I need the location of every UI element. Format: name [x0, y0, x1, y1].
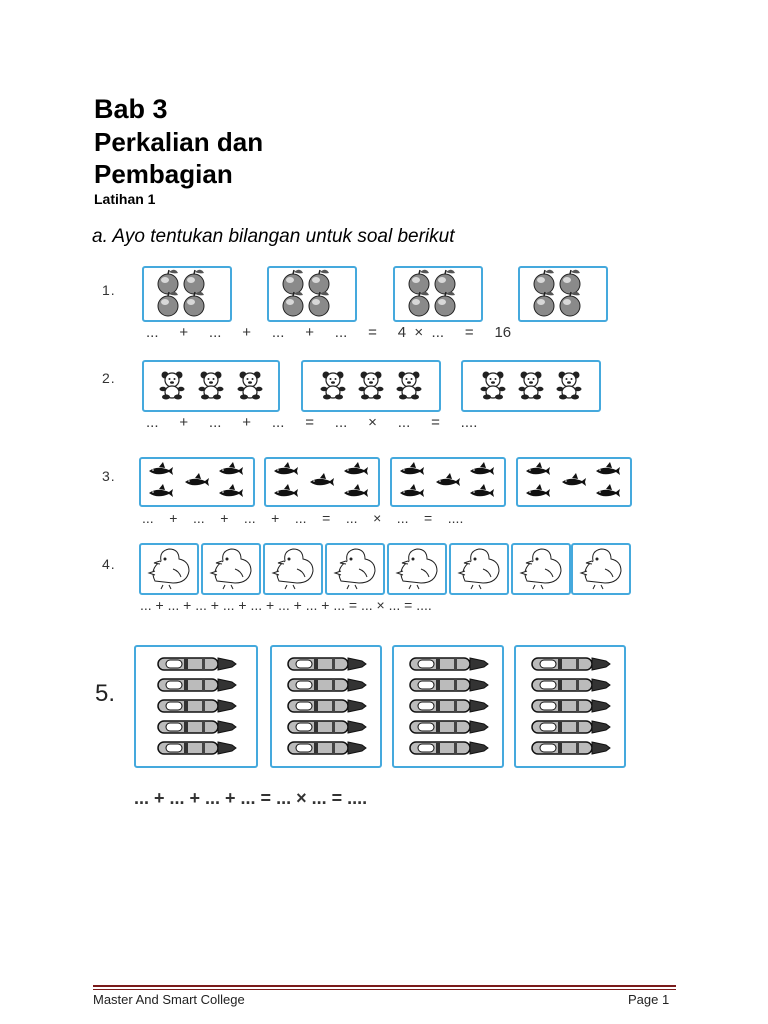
chapter-title-line-2: Pembagian — [94, 159, 233, 189]
problem-2-number: 2. — [102, 370, 116, 386]
teddy-bear-icon — [303, 362, 439, 410]
chick-box — [511, 543, 571, 595]
pen-group-box — [270, 645, 382, 768]
fish-icon — [266, 459, 378, 505]
fish-group-box — [516, 457, 632, 507]
chick-icon — [327, 545, 383, 593]
problem-3-equation: ... + ... + ... + ... = ... × ... = .... — [142, 510, 464, 526]
problem-4-equation: ... + ... + ... + ... + ... + ... + ... + ... = ... × ... = .... — [140, 597, 432, 613]
chick-icon — [389, 545, 445, 593]
teddy-group-box — [301, 360, 441, 412]
fish-icon — [141, 459, 253, 505]
pen-group-box — [134, 645, 258, 768]
chick-box — [571, 543, 631, 595]
apple-group-box — [393, 266, 483, 322]
fish-group-box — [390, 457, 506, 507]
chick-icon — [265, 545, 321, 593]
chapter-heading: Bab 3 — [94, 94, 168, 124]
problem-1-equation: ... + ... + ... + ... = 4 × ... = 16 — [146, 324, 512, 341]
chick-box — [263, 543, 323, 595]
teddy-group-box — [461, 360, 601, 412]
pen-group-box — [392, 645, 504, 768]
marker-pen-icon — [516, 647, 624, 766]
chick-box — [387, 543, 447, 595]
problem-5-equation: ... + ... + ... + ... = ... × ... = .... — [134, 788, 368, 808]
fish-icon — [518, 459, 630, 505]
chick-icon — [141, 545, 197, 593]
chick-box — [449, 543, 509, 595]
footer-school-name: Master And Smart College — [93, 992, 245, 1007]
apple-icon — [520, 268, 606, 320]
chick-icon — [513, 545, 569, 593]
marker-pen-icon — [394, 647, 502, 766]
problem-2-equation: ... + ... + ... = ... × ... = .... — [146, 414, 478, 431]
apple-icon — [395, 268, 481, 320]
problem-4-number: 4. — [102, 556, 116, 572]
problem-3-number: 3. — [102, 468, 116, 484]
apple-group-box — [142, 266, 232, 322]
chick-icon — [573, 545, 629, 593]
chick-icon — [203, 545, 259, 593]
chick-box — [201, 543, 261, 595]
fish-group-box — [139, 457, 255, 507]
chapter-title-line-1: Perkalian dan — [94, 127, 264, 157]
chick-box — [325, 543, 385, 595]
apple-group-box — [518, 266, 608, 322]
apple-icon — [144, 268, 230, 320]
teddy-group-box — [142, 360, 280, 412]
teddy-bear-icon — [144, 362, 278, 410]
problem-1-number: 1. — [102, 282, 116, 298]
footer-rule — [93, 985, 676, 987]
chick-box — [139, 543, 199, 595]
apple-icon — [269, 268, 355, 320]
marker-pen-icon — [136, 647, 256, 766]
marker-pen-icon — [272, 647, 380, 766]
instruction-text: a. Ayo tentukan bilangan untuk soal berikut — [92, 226, 455, 247]
chick-icon — [451, 545, 507, 593]
fish-group-box — [264, 457, 380, 507]
problem-5-number: 5. — [95, 680, 116, 707]
teddy-bear-icon — [463, 362, 599, 410]
footer-page-number: Page 1 — [628, 992, 670, 1007]
apple-group-box — [267, 266, 357, 322]
pen-group-box — [514, 645, 626, 768]
fish-icon — [392, 459, 504, 505]
footer-rule-thin — [93, 989, 676, 990]
exercise-label: Latihan 1 — [94, 191, 156, 207]
